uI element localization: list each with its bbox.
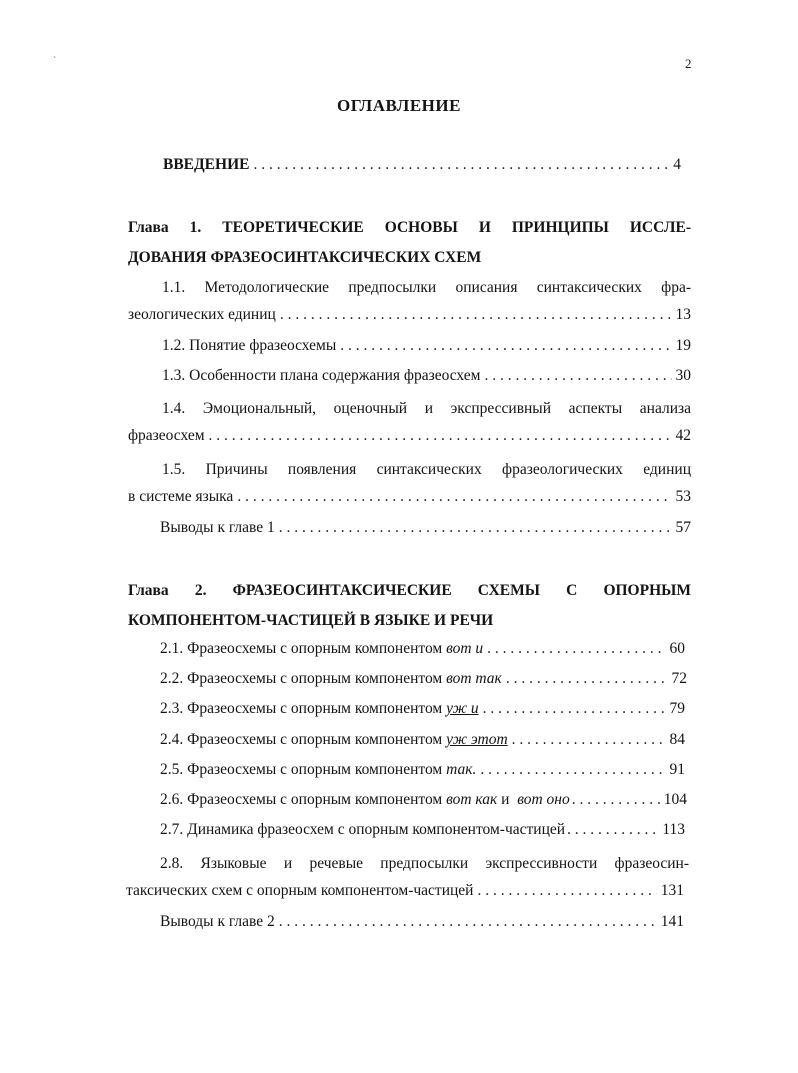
toc-entry-conclusions-1 [160,519,691,537]
entry-2-2-page: 72 [671,670,687,687]
toc-entry-2-8 [126,849,689,879]
conclusions-1-page: 57 [675,519,691,536]
entry-2-6-page: 104 [663,791,687,808]
entry-2-8-line1: 2.8. Языковые и речевые предпосылки экспрессивности фразеосин- [160,855,689,872]
intro-label: ВВЕДЕНИЕ [163,156,250,173]
entry-2-2-num: 2.2. [160,670,184,687]
toc-entry-1-1 [128,273,691,303]
leader-dots [237,488,671,506]
intro-page: 4 [673,156,681,173]
chapter-1-heading [128,213,691,273]
toc-entry-conclusions-2 [160,913,684,931]
toc-entry-2-2 [160,670,687,688]
entry-1-4-line1: 1.4. Эмоциональный, оценочный и экспрессивный аспекты анализа [162,400,691,417]
toc-entry-2-1 [160,640,685,658]
entry-1-1-line1: 1.1. Методологические предпосылки описания синтаксических фра- [162,279,691,296]
chapter-2-heading-line2: КОМПОНЕНТОМ-ЧАСТИЦЕЙ В ЯЗЫКЕ И РЕЧИ [128,612,494,629]
entry-2-6-word-a: вот как [446,791,498,808]
toc-entry-1-3 [162,367,691,385]
entry-2-1-num: 2.1. [160,640,184,657]
conclusions-1-label: Выводы к главе 1 [160,519,275,536]
leader-dots [512,731,666,749]
entry-prefix: Фразеосхемы с опорным компонентом [187,761,443,778]
entry-1-5-page: 53 [675,488,691,505]
leader-dots [253,156,669,174]
toc-entry-1-4-cont [128,427,691,445]
entry-prefix: Фразеосхемы с опорным компонентом [187,731,443,748]
leader-dots [279,519,672,537]
entry-2-6-num: 2.6. [160,791,184,808]
chapter-1-heading-line1: Глава 1. ТЕОРЕТИЧЕСКИЕ ОСНОВЫ И ПРИНЦИПЫ ИССЛЕ- [128,219,691,236]
entry-2-3-word: уж и [446,700,479,717]
toc-entry-2-5 [160,761,685,779]
entry-2-3-num: 2.3. [160,700,184,717]
toc-entry-1-5-cont [128,488,691,506]
toc-entry-2-4 [160,731,685,749]
conclusions-2-label: Выводы к главе 2 [160,913,275,930]
entry-1-1-line2: зеологических единиц [128,306,276,323]
toc-entry-2-3 [160,700,685,718]
toc-entry-2-6 [160,791,687,809]
entry-2-5-label [160,761,476,779]
entry-2-5-word: так. [446,761,477,778]
chapter-2-heading [128,576,691,636]
entry-prefix: Фразеосхемы с опорным компонентом [187,700,443,717]
entry-2-6-and: и [501,791,510,808]
leader-dots [487,640,665,658]
entry-prefix: Фразеосхемы с опорным компонентом [187,640,443,657]
toc-title: ОГЛАВЛЕНИЕ [337,96,461,115]
entry-2-1-label [160,640,483,658]
entry-2-1-word: вот и [446,640,484,657]
toc-entry-1-2 [162,337,691,355]
conclusions-2-page: 141 [660,913,684,930]
entry-1-5-line1: 1.5. Причины появления синтаксических фразеологических единиц [162,461,691,478]
entry-1-2-label: 1.2. Понятие фразеосхемы [162,337,337,354]
entry-1-1-page: 13 [675,306,691,323]
leader-dots [567,821,660,839]
toc-entry-2-7 [160,821,685,839]
leader-dots [483,700,666,718]
entry-2-4-num: 2.4. [160,731,184,748]
entry-1-2-page: 19 [675,337,691,354]
chapter-2-heading-line1: Глава 2. ФРАЗЕОСИНТАКСИЧЕСКИЕ СХЕМЫ С ОПОРНЫМ [128,582,691,599]
toc-entry-intro [163,156,681,174]
toc-entry-1-5 [128,455,691,485]
leader-dots [477,882,656,900]
leader-dots [280,306,672,324]
chapter-1-heading-line2: ДОВАНИЯ ФРАЗЕОСИНТАКСИЧЕСКИХ СХЕМ [128,249,482,266]
entry-2-5-num: 2.5. [160,761,184,778]
entry-2-3-label [160,700,479,718]
entry-1-4-line2: фразеосхем [128,427,205,444]
leader-dots [484,367,671,385]
entry-2-5-page: 91 [669,761,685,778]
entry-2-1-page: 60 [669,640,685,657]
entry-1-3-page: 30 [675,367,691,384]
entry-2-6-word-b: вот оно [517,791,570,808]
entry-prefix: Фразеосхемы с опорным компонентом [187,670,443,687]
entry-2-4-page: 84 [669,731,685,748]
leader-dots [506,670,668,688]
leader-dots [572,791,662,809]
leader-dots [279,913,657,931]
entry-2-8-page: 131 [660,882,684,899]
toc-entry-1-1-cont [128,306,691,324]
entry-2-7-label: 2.7. Динамика фразеосхем с опорным компонентом-частицей [160,821,566,838]
entry-2-8-line2: таксических схем с опорным компонентом-частицей [126,882,474,899]
entry-2-6-label [160,791,570,809]
entry-2-3-page: 79 [669,700,685,717]
page-number: 2 [685,56,692,71]
entry-prefix: Фразеосхемы с опорным компонентом [187,791,443,808]
leader-dots [340,337,671,355]
leader-dots [209,427,672,445]
entry-1-4-page: 42 [675,427,691,444]
leader-dots [480,761,665,779]
entry-2-2-label [160,670,502,688]
toc-entry-2-8-cont [126,882,684,900]
entry-2-4-word: уж этот [446,731,508,748]
entry-1-5-line2: в системе языка [128,488,234,505]
entry-2-2-word: вот так [446,670,502,687]
entry-2-7-page: 113 [662,821,685,838]
entry-1-3-label: 1.3. Особенности плана содержания фразеосхем [162,367,481,384]
entry-2-4-label [160,731,508,749]
toc-entry-1-4 [128,394,691,424]
scan-speck: ` [53,56,57,67]
